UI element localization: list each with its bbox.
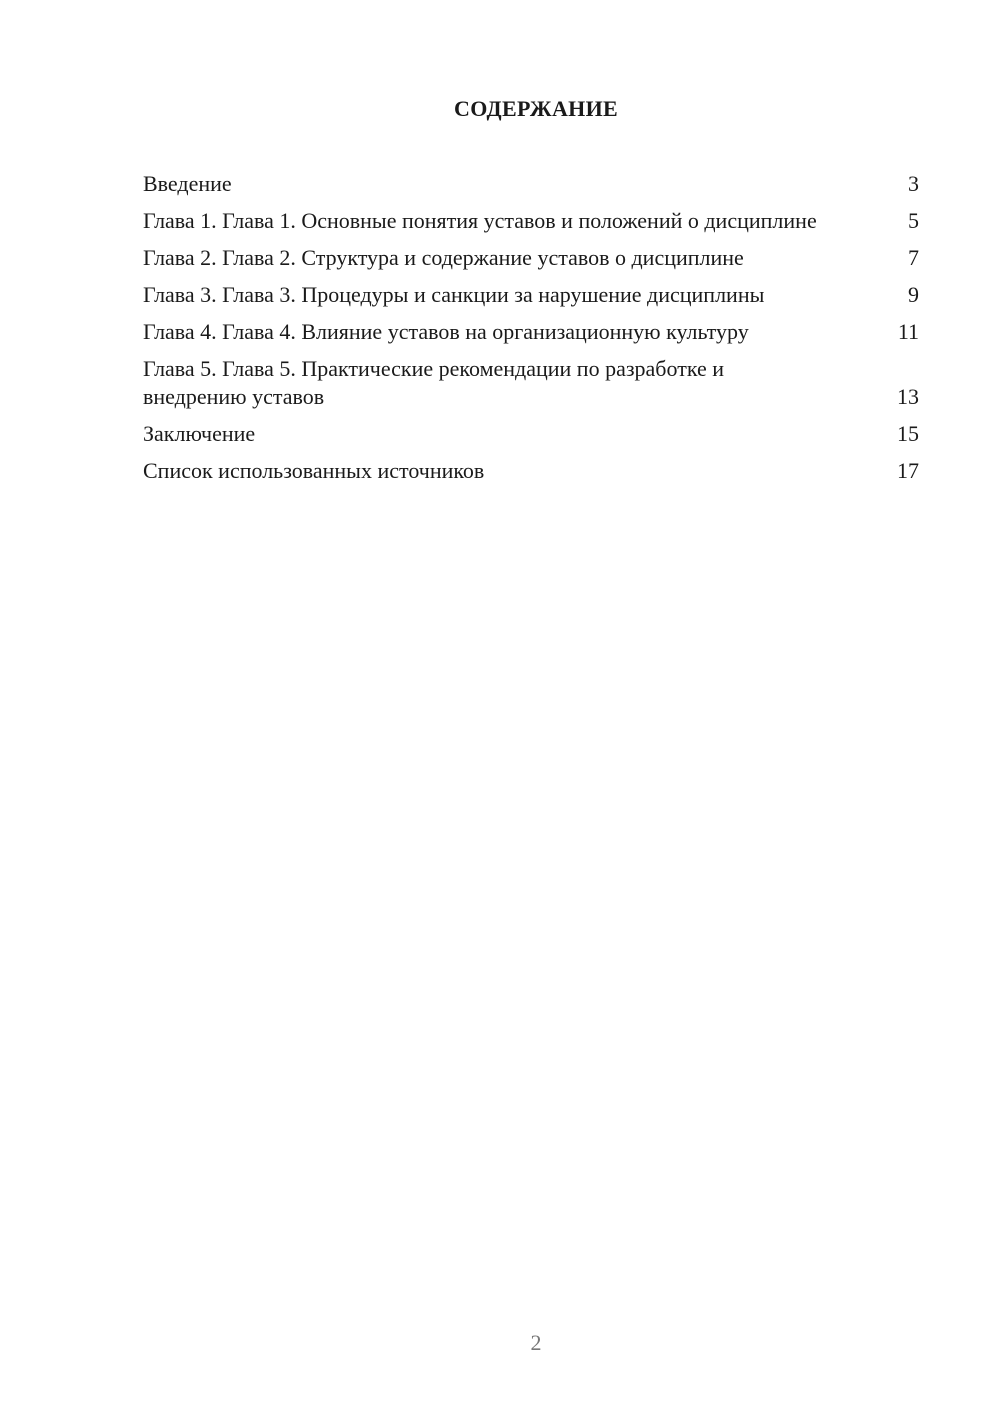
toc-entry-page: 7 — [908, 245, 919, 270]
toc-entry-title: Введение — [143, 171, 232, 196]
toc-entry-page: 5 — [908, 208, 919, 233]
toc-entry[interactable] — [143, 457, 919, 485]
toc-entry[interactable] — [143, 281, 919, 309]
toc-entry-page: 3 — [908, 171, 919, 196]
toc-entry-page: 15 — [897, 420, 919, 446]
toc-entry-title: Глава 1. Глава 1. Основные понятия уставов и положений о дисциплине — [143, 208, 817, 233]
toc-entry-page: 9 — [908, 282, 919, 307]
toc-title: СОДЕРЖАНИЕ — [454, 96, 618, 121]
toc-entry-title: Заключение — [143, 420, 256, 446]
toc-entry-title: Глава 4. Глава 4. Влияние уставов на организационную культуру — [143, 319, 749, 344]
toc-entry[interactable] — [143, 420, 919, 448]
toc-entry[interactable] — [143, 170, 919, 198]
toc-entry[interactable] — [143, 244, 919, 272]
toc-entry[interactable] — [143, 207, 919, 235]
toc-entry-title: Глава 2. Глава 2. Структура и содержание уставов о дисциплине — [143, 245, 744, 270]
toc-entry[interactable] — [143, 318, 919, 346]
toc-entry-title: Глава 5. Глава 5. Практические рекомендации по разработке и внедрению уставов — [143, 356, 724, 409]
toc-entry-page: 17 — [897, 457, 919, 483]
toc-entry-title: Глава 3. Глава 3. Процедуры и санкции за нарушение дисциплины — [143, 282, 765, 307]
toc-entry-page: 11 — [897, 319, 919, 344]
toc-entry-title: Список использованных источников — [143, 457, 485, 483]
toc-entry[interactable] — [143, 355, 919, 410]
toc-entry-page: 13 — [897, 383, 919, 409]
toc-list — [143, 170, 919, 494]
page-number: 2 — [530, 1330, 542, 1355]
